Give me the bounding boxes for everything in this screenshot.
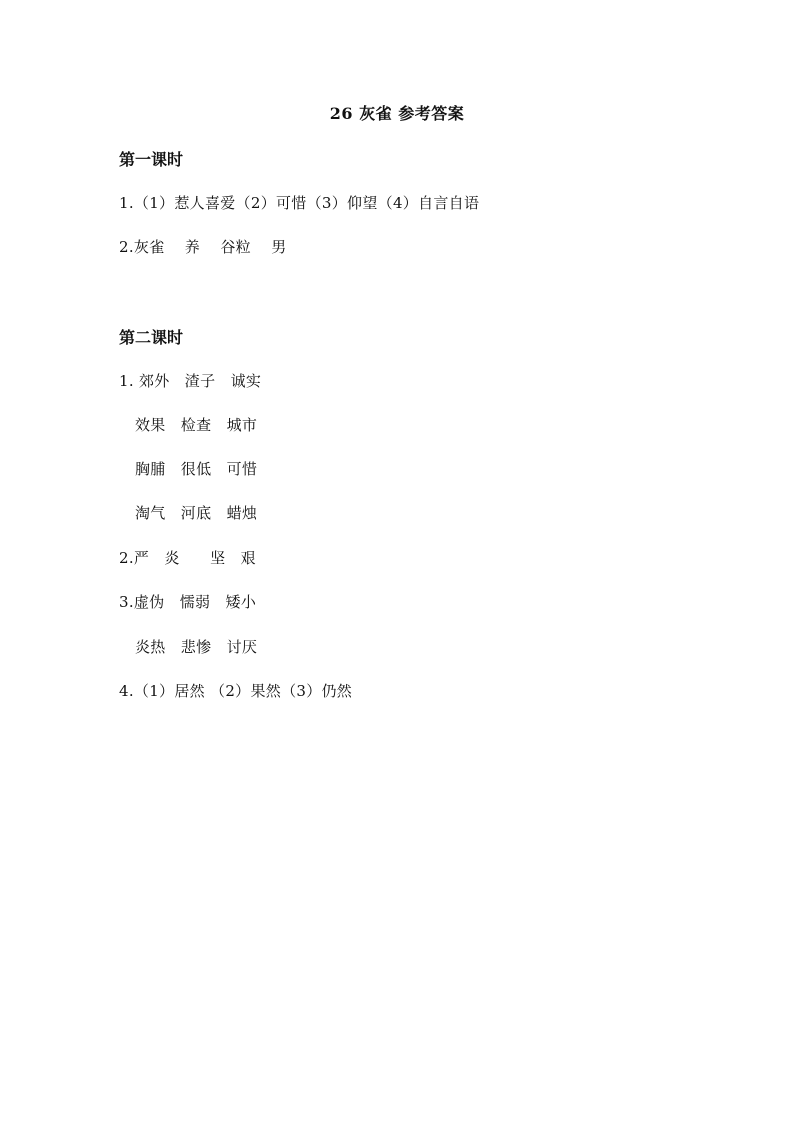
answer-line: 2.严 炎 坚 艰 <box>119 549 256 567</box>
answer-line: 炎热 悲惨 讨厌 <box>135 638 258 656</box>
answer-line: 淘气 河底 蜡烛 <box>135 504 258 522</box>
section-heading-lesson-1: 第一课时 <box>119 150 184 169</box>
answer-line: 效果 检查 城市 <box>135 416 258 434</box>
answer-line: 胸脯 很低 可惜 <box>135 460 258 478</box>
section-heading-lesson-2: 第二课时 <box>119 328 184 347</box>
answer-line: 4.（1）居然 （2）果然（3）仍然 <box>119 682 353 700</box>
answer-line: 1. 郊外 渣子 诚实 <box>119 372 262 390</box>
answer-line: 3.虚伪 懦弱 矮小 <box>119 593 257 611</box>
document-title: 26 灰雀 参考答案 <box>329 104 465 123</box>
answer-line: 1.（1）惹人喜爱（2）可惜（3）仰望（4）自言自语 <box>119 194 480 212</box>
answer-line: 2.灰雀 养 谷粒 男 <box>119 238 287 256</box>
